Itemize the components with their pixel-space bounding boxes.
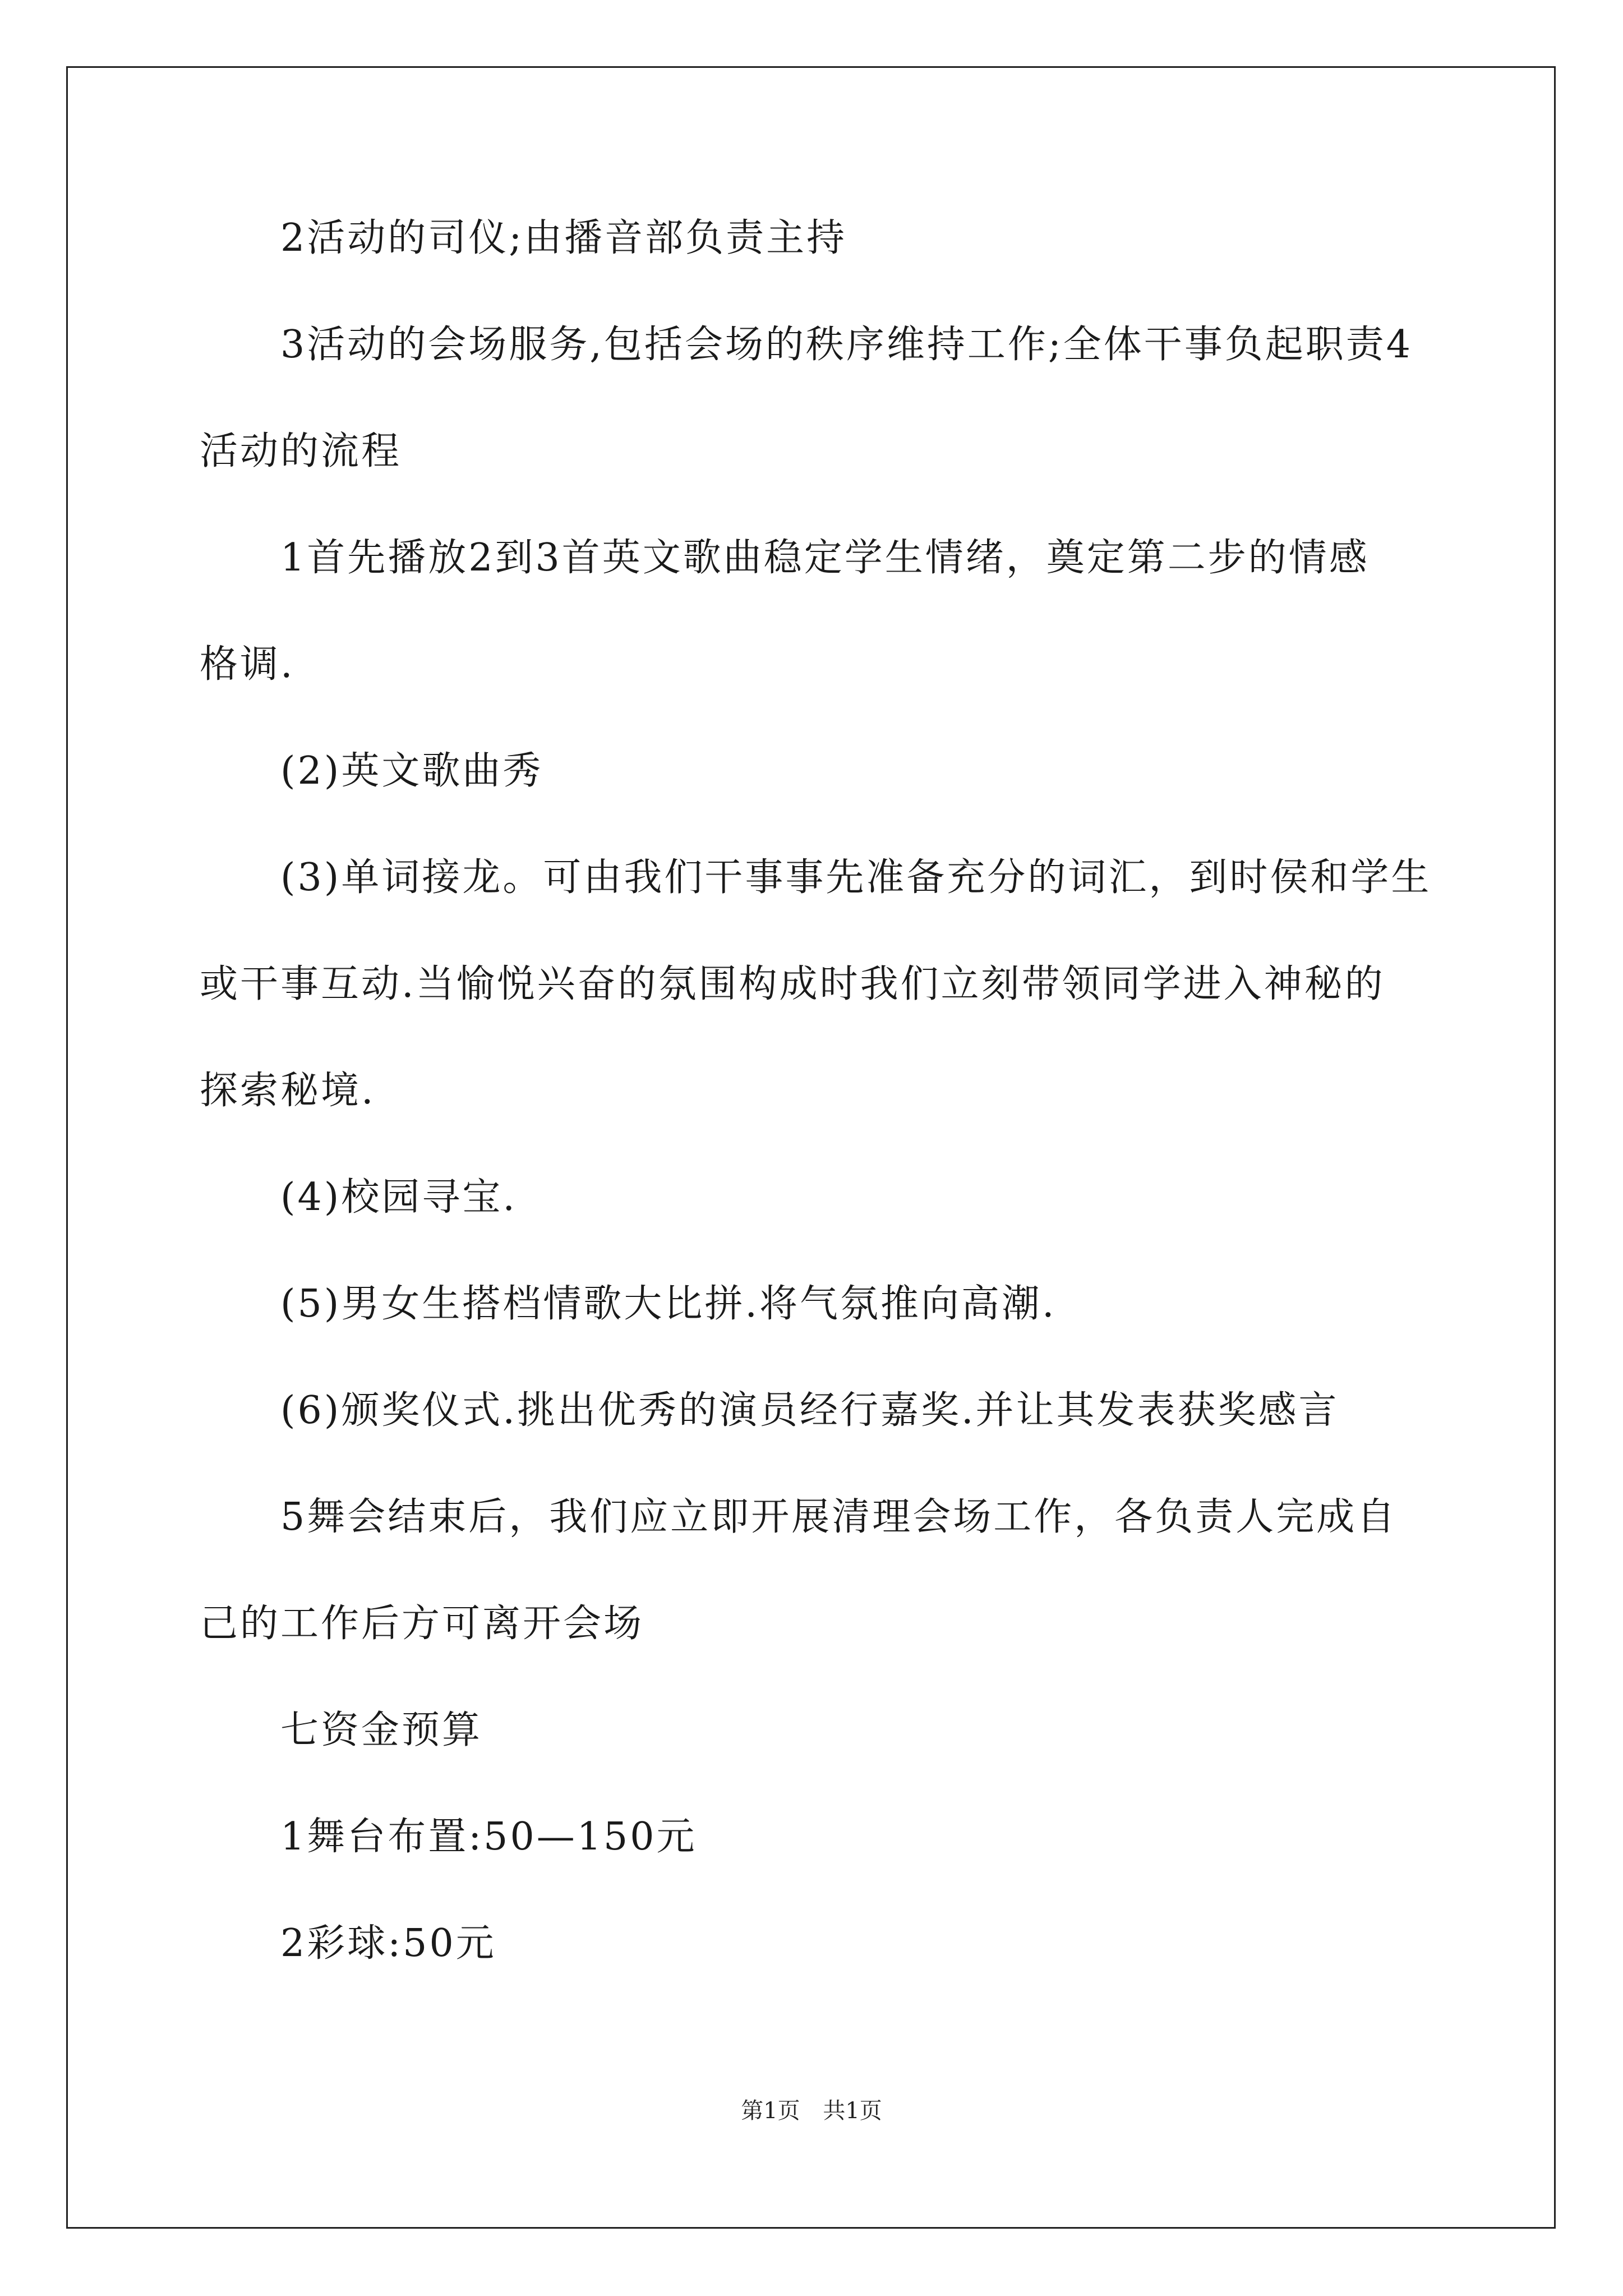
section-heading: 七资金预算 [280,1708,483,1752]
page-footer [0,2097,1623,2125]
paragraph-line: 格调. [200,642,295,687]
page-number-total: 共1页 [823,2098,882,2124]
page-number-current: 第1页 [741,2098,800,2124]
paragraph-line: (4)校园寻宝. [280,1175,517,1220]
paragraph-line: 己的工作后方可离开会场 [200,1602,644,1646]
paragraph-line: 2活动的司仪;由播音部负责主持 [280,216,847,260]
paragraph-line: 5舞会结束后，我们应立即开展清理会场工作，各负责人完成自 [280,1495,1398,1539]
paragraph-line: 1首先播放2到3首英文歌曲稳定学生情绪，奠定第二步的情感 [280,536,1370,580]
paragraph-line: 或干事互动.当愉悦兴奋的氛围构成时我们立刻带领同学进入神秘的 [200,962,1385,1006]
budget-item: 1舞台布置:50—150元 [280,1815,697,1859]
paragraph-line: (5)男女生搭档情歌大比拼.将气氛推向高潮. [280,1282,1057,1326]
paragraph-line: (6)颁奖仪式.挑出优秀的演员经行嘉奖.并让其发表获奖感言 [280,1388,1339,1433]
paragraph-line: 活动的流程 [200,429,402,473]
paragraph-line: (3)单词接龙。可由我们干事事先准备充分的词汇，到时侯和学生 [280,855,1432,900]
paragraph-line: 3活动的会场服务,包括会场的秩序维持工作;全体干事负起职责4 [280,323,1413,367]
paragraph-line: 探索秘境. [200,1069,376,1113]
paragraph-line: (2)英文歌曲秀 [280,749,543,793]
page-border [66,66,1556,2229]
budget-item: 2彩球:50元 [280,1921,496,1966]
